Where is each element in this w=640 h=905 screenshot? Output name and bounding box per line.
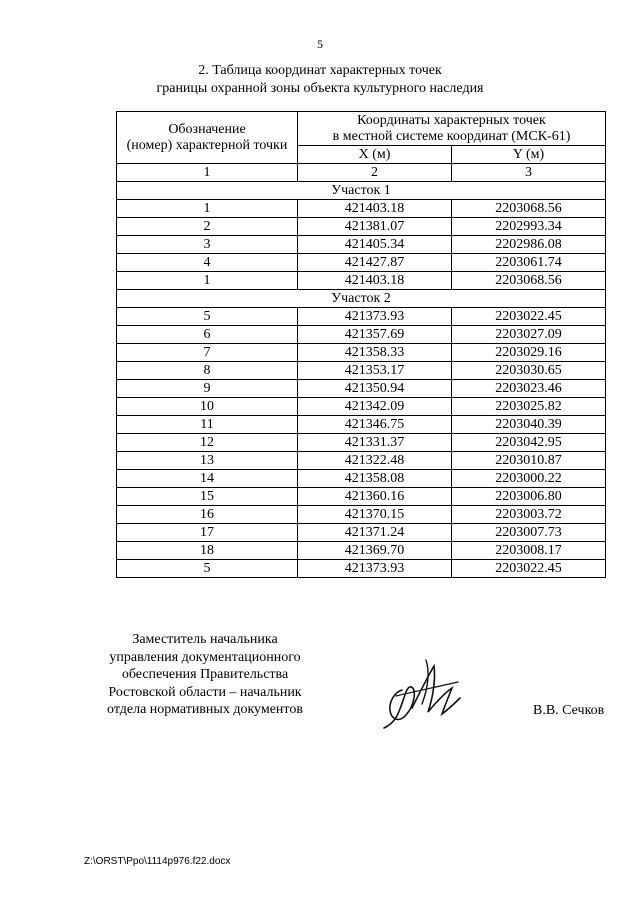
y-coordinate-cell: 2203006.80	[452, 488, 606, 506]
header-point-designation	[117, 112, 298, 164]
table-row	[117, 272, 606, 290]
section-row	[117, 182, 606, 200]
y-coordinate-cell: 2203040.39	[452, 416, 606, 434]
y-coordinate-cell: 2203068.56	[452, 272, 606, 290]
y-coordinate-cell: 2202986.08	[452, 236, 606, 254]
point-number-cell: 1	[117, 200, 298, 218]
table-header-row	[117, 112, 606, 146]
point-number-cell: 15	[117, 488, 298, 506]
y-coordinate-cell: 2203007.73	[452, 524, 606, 542]
y-coordinate-cell: 2203010.87	[452, 452, 606, 470]
section-title: Участок 2	[117, 290, 606, 308]
header-point-line-2: (номер) характерной точки	[126, 138, 288, 153]
x-coordinate-cell: 421427.87	[298, 254, 452, 272]
y-coordinate-cell: 2203042.95	[452, 434, 606, 452]
table-row	[117, 524, 606, 542]
table-row	[117, 362, 606, 380]
point-number-cell: 3	[117, 236, 298, 254]
y-coordinate-cell: 2203023.46	[452, 380, 606, 398]
section-row	[117, 290, 606, 308]
point-number-cell: 5	[117, 560, 298, 578]
table-row	[117, 560, 606, 578]
x-coordinate-cell: 421353.17	[298, 362, 452, 380]
point-number-cell: 16	[117, 506, 298, 524]
table-row	[117, 380, 606, 398]
table-row	[117, 308, 606, 326]
handwritten-signature-icon	[372, 652, 472, 730]
position-line: Заместитель начальника	[132, 632, 278, 647]
header-coordinates-line-2: в местной системе координат (МСК-61)	[332, 129, 571, 144]
point-number-cell: 9	[117, 380, 298, 398]
table-title	[0, 62, 640, 98]
point-number-cell: 12	[117, 434, 298, 452]
point-number-cell: 14	[117, 470, 298, 488]
header-x: X (м)	[298, 146, 452, 164]
file-path-footer: Z:\ORST\Ppo\1114p976.f22.docx	[84, 856, 231, 867]
y-coordinate-cell: 2203008.17	[452, 542, 606, 560]
point-number-cell: 6	[117, 326, 298, 344]
point-number-cell: 10	[117, 398, 298, 416]
x-coordinate-cell: 421371.24	[298, 524, 452, 542]
x-coordinate-cell: 421373.93	[298, 560, 452, 578]
y-coordinate-cell: 2202993.34	[452, 218, 606, 236]
y-coordinate-cell: 2203000.22	[452, 470, 606, 488]
column-number-row	[117, 164, 606, 182]
table-row	[117, 434, 606, 452]
point-number-cell: 2	[117, 218, 298, 236]
point-number-cell: 7	[117, 344, 298, 362]
table-row	[117, 506, 606, 524]
point-number-cell: 1	[117, 272, 298, 290]
table-title-line-1: 2. Таблица координат характерных точек	[198, 63, 442, 78]
point-number-cell: 5	[117, 308, 298, 326]
y-coordinate-cell: 2203025.82	[452, 398, 606, 416]
position-line: обеспечения Правительства	[121, 667, 289, 682]
x-coordinate-cell: 421360.16	[298, 488, 452, 506]
coordinates-table	[116, 111, 606, 578]
y-coordinate-cell: 2203068.56	[452, 200, 606, 218]
position-line: управления документационного	[109, 649, 301, 665]
y-coordinate-cell: 2203022.45	[452, 308, 606, 326]
column-number-2: 2	[298, 164, 452, 182]
point-number-cell: 17	[117, 524, 298, 542]
table-row	[117, 344, 606, 362]
x-coordinate-cell: 421403.18	[298, 272, 452, 290]
x-coordinate-cell: 421322.48	[298, 452, 452, 470]
x-coordinate-cell: 421331.37	[298, 434, 452, 452]
y-coordinate-cell: 2203003.72	[452, 506, 606, 524]
table-row	[117, 236, 606, 254]
signatory-name: В.В. Сечков	[533, 703, 605, 718]
y-coordinate-cell: 2203061.74	[452, 254, 606, 272]
x-coordinate-cell: 421342.09	[298, 398, 452, 416]
x-coordinate-cell: 421373.93	[298, 308, 452, 326]
table-row	[117, 452, 606, 470]
column-number-3: 3	[452, 164, 606, 182]
y-coordinate-cell: 2203022.45	[452, 560, 606, 578]
table-row	[117, 470, 606, 488]
table-row	[117, 416, 606, 434]
y-coordinate-cell: 2203029.16	[452, 344, 606, 362]
header-coordinates-line-1: Координаты характерных точек	[357, 113, 546, 128]
signatory-position	[95, 631, 315, 719]
x-coordinate-cell: 421350.94	[298, 380, 452, 398]
table-title-line-2: границы охранной зоны объекта культурного наследия	[156, 81, 484, 96]
y-coordinate-cell: 2203027.09	[452, 326, 606, 344]
x-coordinate-cell: 421357.69	[298, 326, 452, 344]
table-row	[117, 398, 606, 416]
page-number: 5	[317, 37, 323, 51]
x-coordinate-cell: 421405.34	[298, 236, 452, 254]
x-coordinate-cell: 421369.70	[298, 542, 452, 560]
header-coordinates	[298, 112, 606, 146]
section-title: Участок 1	[117, 182, 606, 200]
x-coordinate-cell: 421370.15	[298, 506, 452, 524]
x-coordinate-cell: 421346.75	[298, 416, 452, 434]
table-row	[117, 488, 606, 506]
point-number-cell: 4	[117, 254, 298, 272]
point-number-cell: 13	[117, 452, 298, 470]
x-coordinate-cell: 421403.18	[298, 200, 452, 218]
point-number-cell: 8	[117, 362, 298, 380]
header-y: Y (м)	[452, 146, 606, 164]
x-coordinate-cell: 421358.08	[298, 470, 452, 488]
table-row	[117, 542, 606, 560]
position-line: отдела нормативных документов	[107, 702, 303, 717]
header-point-line-1: Обозначение	[168, 122, 246, 137]
table-row	[117, 326, 606, 344]
x-coordinate-cell: 421381.07	[298, 218, 452, 236]
column-number-1: 1	[117, 164, 298, 182]
point-number-cell: 11	[117, 416, 298, 434]
table-row	[117, 218, 606, 236]
position-line: Ростовской области – начальник	[108, 684, 302, 700]
y-coordinate-cell: 2203030.65	[452, 362, 606, 380]
table-row	[117, 200, 606, 218]
x-coordinate-cell: 421358.33	[298, 344, 452, 362]
table-row	[117, 254, 606, 272]
point-number-cell: 18	[117, 542, 298, 560]
